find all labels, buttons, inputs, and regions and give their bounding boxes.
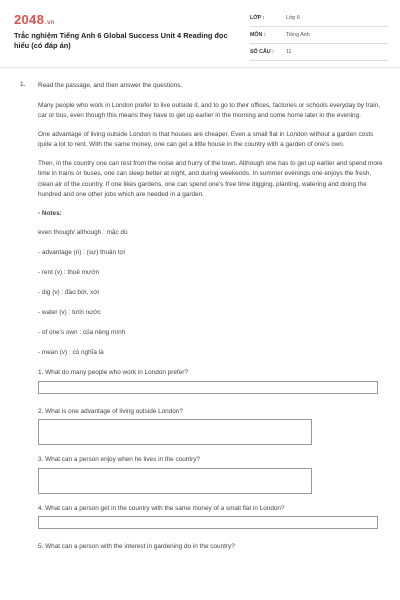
answer-input-2[interactable] — [38, 419, 312, 445]
passage-paragraph: One advantage of living outside London is that houses are cheaper. Even a small flat in London without a garden costs quite a lot to rent. With the same money, one can get a little house in the country with a garden of one's own. — [38, 130, 374, 148]
meta-label: MÔN : — [250, 32, 266, 38]
question-number: 1. — [20, 81, 26, 88]
sub-question-4: 4. What can a person get in the country with the same money of a small flat in London? — [38, 504, 285, 512]
logo-text: 2048 — [14, 12, 45, 27]
note-item: even though/ although : mặc dù — [38, 229, 128, 236]
note-item: - of one's own : của riêng mình — [38, 329, 126, 336]
page-header — [0, 0, 400, 62]
answer-input-3[interactable] — [38, 468, 312, 494]
note-item: - rent (v) : thuê mướn — [38, 269, 100, 276]
answer-input-1[interactable] — [38, 381, 378, 394]
sub-question-5: 5. What can a person with the interest in gardening do in the country? — [38, 543, 235, 550]
meta-row-subject — [250, 27, 388, 44]
question-content — [38, 81, 388, 555]
passage-paragraph: Then, in the country one can rest from the noise and hurry of the town. Although one has to get up earlier and spend more time in trains or buses, one can sleep better at night, and during weekends. In summer evenings one enjoys the fresh, clean air of the country. If one likes gardens, one can spend one's free time digging, planting, watering and doing the hundred and one other jobs which are needed in a garden. — [38, 159, 383, 198]
header-divider — [0, 67, 400, 68]
sub-question-1: 1. What do many people who work in London prefer? — [38, 369, 188, 376]
note-item: - dig (v) : đào bới, xới — [38, 289, 99, 296]
meta-label: LỚP : — [250, 15, 265, 21]
meta-row-class — [250, 10, 388, 27]
sub-question-2: 2. What is one advantage of living outside London? — [38, 407, 183, 415]
sub-question-3: 3. What can a person enjoy when he lives in the country? — [38, 456, 200, 463]
meta-row-count — [250, 44, 388, 61]
note-item: - water (v) : tưới nước — [38, 309, 101, 316]
meta-table — [250, 10, 388, 61]
notes-title: - Notes: — [38, 209, 62, 217]
answer-input-4[interactable] — [38, 516, 378, 529]
note-item: - advantage (n) : (sự) thuận lợi — [38, 249, 125, 256]
site-logo[interactable] — [14, 12, 55, 27]
question-instruction: Read the passage, and then answer the questions. — [38, 82, 183, 89]
meta-value: 11 — [286, 49, 292, 55]
passage-paragraph: Many people who work in London prefer to live outside it, and to go to their offices, factories or schools everyday by train, car or bus, even though this means they have to get up earlier in the morning and come home later in the evening. — [38, 101, 380, 119]
document-title: Trắc nghiệm Tiếng Anh 6 Global Success Unit 4 Reading đọc hiểu (có đáp án) — [14, 31, 228, 50]
logo-suffix: .vn — [45, 20, 55, 26]
meta-value: Tiếng Anh — [286, 32, 310, 38]
meta-value: Lớp 6 — [286, 15, 300, 21]
meta-label: SỐ CÂU : — [250, 49, 274, 55]
note-item: - mean (v) : có nghĩa là — [38, 349, 104, 356]
